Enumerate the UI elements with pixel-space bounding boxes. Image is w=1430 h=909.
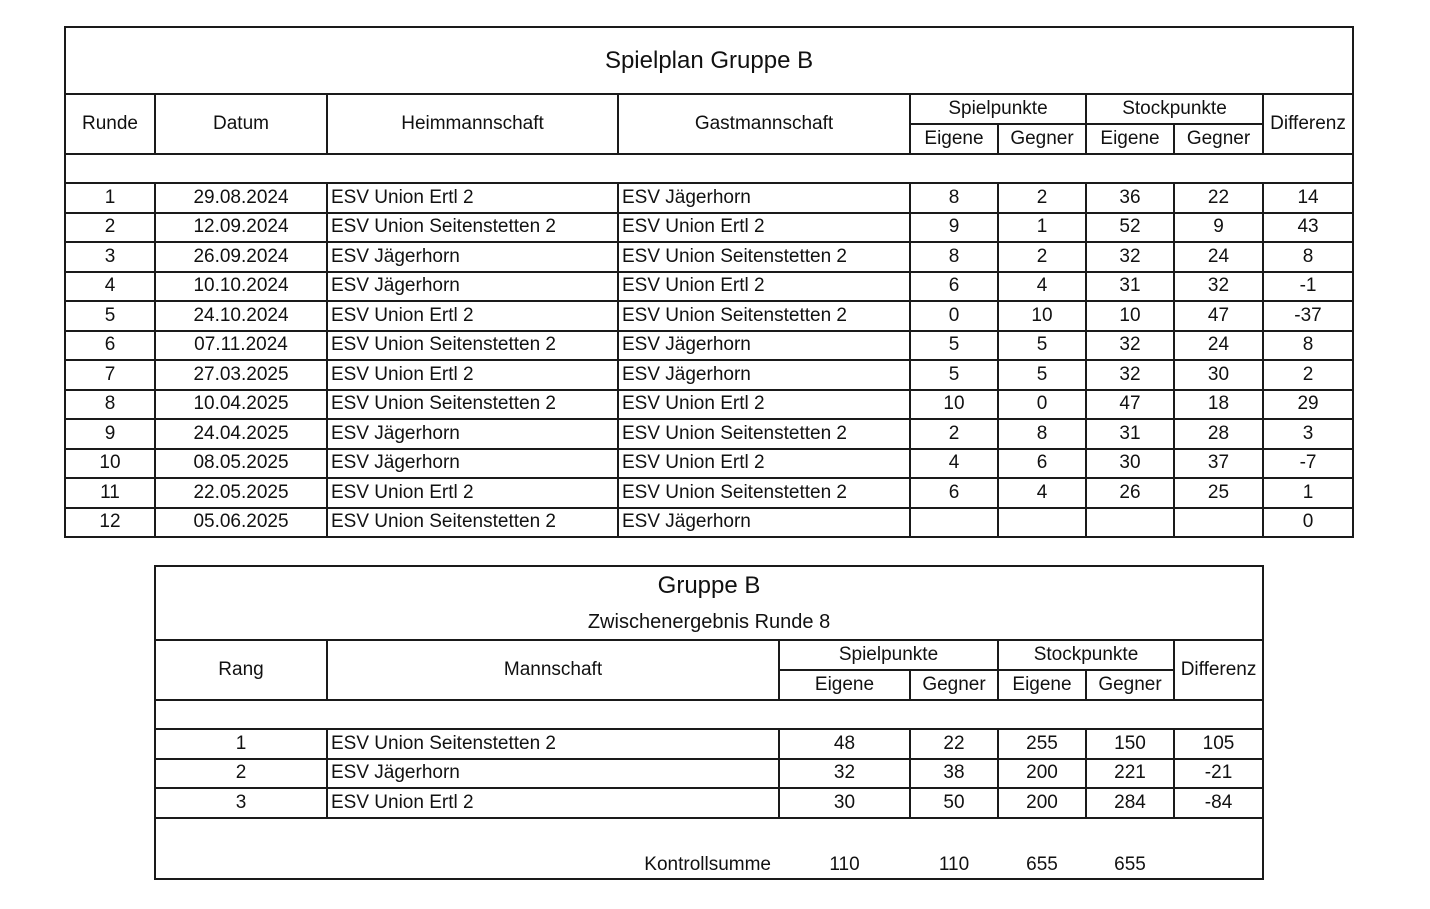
cell-differenz: -7 (1263, 449, 1353, 479)
table-row (65, 508, 1353, 538)
cell-differenz: 105 (1174, 729, 1263, 759)
cell-differenz: 2 (1263, 360, 1353, 390)
cell-spielpunkte-gegner (998, 508, 1086, 538)
cell-stockpunkte-gegner: 24 (1174, 242, 1263, 272)
table-row (65, 301, 1353, 331)
table-row (65, 272, 1353, 302)
cell-heimmannschaft: ESV Jägerhorn (327, 272, 618, 302)
cell-spielpunkte-gegner: 4 (998, 478, 1086, 508)
cell-stockpunkte-eigene: 10 (1086, 301, 1174, 331)
cell-runde: 9 (65, 419, 155, 449)
cell-stockpunkte-eigene: 36 (1086, 183, 1174, 213)
cell-stockpunkte-eigene (1086, 508, 1174, 538)
cell-gastmannschaft: ESV Union Ertl 2 (618, 449, 910, 479)
spacer-row (65, 154, 1353, 183)
table-row (65, 331, 1353, 361)
header-spielpunkte-eigene: Eigene (910, 124, 998, 154)
cell-spielpunkte-eigene: 5 (910, 360, 998, 390)
standings-table (154, 565, 1264, 880)
cell-heimmannschaft: ESV Jägerhorn (327, 419, 618, 449)
cell-datum: 22.05.2025 (155, 478, 327, 508)
cell-gastmannschaft: ESV Union Seitenstetten 2 (618, 419, 910, 449)
cell-datum: 12.09.2024 (155, 213, 327, 243)
cell-spielpunkte-gegner: 50 (910, 788, 998, 818)
cell-datum: 26.09.2024 (155, 242, 327, 272)
cell-datum: 10.04.2025 (155, 390, 327, 420)
cell-spielpunkte-eigene: 4 (910, 449, 998, 479)
table-row (65, 213, 1353, 243)
cell-spielpunkte-eigene: 32 (779, 759, 910, 789)
cell-rang: 2 (155, 759, 327, 789)
cell-datum: 29.08.2024 (155, 183, 327, 213)
cell-stockpunkte-gegner: 221 (1086, 759, 1174, 789)
cell-differenz: -1 (1263, 272, 1353, 302)
header-stockpunkte-eigene: Eigene (998, 670, 1086, 700)
table-row (155, 788, 1263, 818)
kontrollsumme-stockpunkte-eigene: 655 (998, 818, 1086, 879)
cell-spielpunkte-eigene: 5 (910, 331, 998, 361)
cell-stockpunkte-gegner: 37 (1174, 449, 1263, 479)
cell-runde: 2 (65, 213, 155, 243)
cell-spielpunkte-gegner: 22 (910, 729, 998, 759)
cell-gastmannschaft: ESV Union Ertl 2 (618, 390, 910, 420)
cell-spielpunkte-gegner: 6 (998, 449, 1086, 479)
cell-rang: 3 (155, 788, 327, 818)
cell-differenz: 14 (1263, 183, 1353, 213)
cell-gastmannschaft: ESV Union Seitenstetten 2 (618, 301, 910, 331)
schedule-table (64, 26, 1354, 538)
header-rang: Rang (155, 640, 327, 700)
cell-stockpunkte-eigene: 47 (1086, 390, 1174, 420)
cell-stockpunkte-gegner: 47 (1174, 301, 1263, 331)
spacer-row (155, 700, 1263, 729)
cell-stockpunkte-gegner: 9 (1174, 213, 1263, 243)
table-row (155, 759, 1263, 789)
cell-spielpunkte-eigene: 8 (910, 242, 998, 272)
cell-runde: 11 (65, 478, 155, 508)
cell-differenz: -21 (1174, 759, 1263, 789)
cell-spielpunkte-eigene: 30 (779, 788, 910, 818)
header-spielpunkte-gegner: Gegner (910, 670, 998, 700)
cell-differenz: 3 (1263, 419, 1353, 449)
cell-stockpunkte-gegner: 150 (1086, 729, 1174, 759)
cell-gastmannschaft: ESV Union Seitenstetten 2 (618, 242, 910, 272)
cell-spielpunkte-gegner: 10 (998, 301, 1086, 331)
cell-runde: 7 (65, 360, 155, 390)
cell-stockpunkte-gegner: 25 (1174, 478, 1263, 508)
table-row (65, 390, 1353, 420)
table-row (65, 360, 1353, 390)
cell-gastmannschaft: ESV Jägerhorn (618, 331, 910, 361)
footer-empty (155, 818, 327, 879)
cell-runde: 4 (65, 272, 155, 302)
cell-datum: 10.10.2024 (155, 272, 327, 302)
cell-spielpunkte-eigene (910, 508, 998, 538)
header-differenz: Differenz (1174, 640, 1263, 700)
header-differenz: Differenz (1263, 94, 1353, 154)
cell-spielpunkte-eigene: 8 (910, 183, 998, 213)
standings-subtitle: Zwischenergebnis Runde 8 (155, 605, 1263, 640)
cell-datum: 27.03.2025 (155, 360, 327, 390)
kontrollsumme-spielpunkte-gegner: 110 (910, 818, 998, 879)
standings-body (155, 729, 1263, 818)
cell-differenz: -84 (1174, 788, 1263, 818)
header-stockpunkte-eigene: Eigene (1086, 124, 1174, 154)
cell-heimmannschaft: ESV Union Seitenstetten 2 (327, 508, 618, 538)
cell-heimmannschaft: ESV Union Seitenstetten 2 (327, 331, 618, 361)
cell-spielpunkte-eigene: 9 (910, 213, 998, 243)
cell-spielpunkte-gegner: 4 (998, 272, 1086, 302)
cell-mannschaft: ESV Union Ertl 2 (327, 788, 779, 818)
cell-stockpunkte-gegner: 18 (1174, 390, 1263, 420)
cell-runde: 3 (65, 242, 155, 272)
header-stockpunkte: Stockpunkte (1086, 94, 1263, 124)
table-row (65, 419, 1353, 449)
cell-heimmannschaft: ESV Union Seitenstetten 2 (327, 213, 618, 243)
cell-spielpunkte-gegner: 5 (998, 360, 1086, 390)
cell-heimmannschaft: ESV Jägerhorn (327, 449, 618, 479)
header-spielpunkte: Spielpunkte (910, 94, 1086, 124)
cell-gastmannschaft: ESV Union Ertl 2 (618, 272, 910, 302)
footer-empty (1174, 818, 1263, 879)
header-gastmannschaft: Gastmannschaft (618, 94, 910, 154)
cell-stockpunkte-eigene: 52 (1086, 213, 1174, 243)
header-spielpunkte-eigene: Eigene (779, 670, 910, 700)
header-stockpunkte-gegner: Gegner (1086, 670, 1174, 700)
cell-differenz: 1 (1263, 478, 1353, 508)
cell-stockpunkte-eigene: 200 (998, 788, 1086, 818)
cell-runde: 1 (65, 183, 155, 213)
cell-spielpunkte-eigene: 10 (910, 390, 998, 420)
cell-spielpunkte-eigene: 2 (910, 419, 998, 449)
cell-runde: 8 (65, 390, 155, 420)
cell-stockpunkte-eigene: 32 (1086, 360, 1174, 390)
cell-spielpunkte-gegner: 2 (998, 183, 1086, 213)
cell-stockpunkte-eigene: 255 (998, 729, 1086, 759)
cell-differenz: 43 (1263, 213, 1353, 243)
table-row (65, 478, 1353, 508)
cell-runde: 5 (65, 301, 155, 331)
header-mannschaft: Mannschaft (327, 640, 779, 700)
cell-runde: 10 (65, 449, 155, 479)
cell-heimmannschaft: ESV Union Seitenstetten 2 (327, 390, 618, 420)
cell-spielpunkte-gegner: 5 (998, 331, 1086, 361)
cell-stockpunkte-eigene: 200 (998, 759, 1086, 789)
cell-gastmannschaft: ESV Jägerhorn (618, 360, 910, 390)
header-runde: Runde (65, 94, 155, 154)
schedule-title: Spielplan Gruppe B (65, 27, 1353, 94)
cell-stockpunkte-eigene: 30 (1086, 449, 1174, 479)
cell-rang: 1 (155, 729, 327, 759)
cell-mannschaft: ESV Union Seitenstetten 2 (327, 729, 779, 759)
cell-stockpunkte-gegner: 32 (1174, 272, 1263, 302)
cell-differenz: -37 (1263, 301, 1353, 331)
cell-gastmannschaft: ESV Jägerhorn (618, 183, 910, 213)
cell-stockpunkte-eigene: 32 (1086, 242, 1174, 272)
cell-heimmannschaft: ESV Union Ertl 2 (327, 183, 618, 213)
cell-spielpunkte-gegner: 0 (998, 390, 1086, 420)
cell-stockpunkte-gegner: 22 (1174, 183, 1263, 213)
cell-heimmannschaft: ESV Union Ertl 2 (327, 360, 618, 390)
cell-heimmannschaft: ESV Jägerhorn (327, 242, 618, 272)
cell-stockpunkte-eigene: 31 (1086, 272, 1174, 302)
cell-gastmannschaft: ESV Jägerhorn (618, 508, 910, 538)
table-row (65, 242, 1353, 272)
cell-differenz: 8 (1263, 331, 1353, 361)
cell-datum: 24.04.2025 (155, 419, 327, 449)
cell-spielpunkte-eigene: 6 (910, 478, 998, 508)
cell-gastmannschaft: ESV Union Seitenstetten 2 (618, 478, 910, 508)
cell-stockpunkte-gegner (1174, 508, 1263, 538)
cell-stockpunkte-gegner: 30 (1174, 360, 1263, 390)
header-datum: Datum (155, 94, 327, 154)
cell-spielpunkte-gegner: 8 (998, 419, 1086, 449)
cell-stockpunkte-eigene: 32 (1086, 331, 1174, 361)
cell-spielpunkte-gegner: 1 (998, 213, 1086, 243)
cell-mannschaft: ESV Jägerhorn (327, 759, 779, 789)
cell-runde: 12 (65, 508, 155, 538)
cell-datum: 24.10.2024 (155, 301, 327, 331)
cell-differenz: 0 (1263, 508, 1353, 538)
cell-spielpunkte-eigene: 0 (910, 301, 998, 331)
cell-gastmannschaft: ESV Union Ertl 2 (618, 213, 910, 243)
cell-heimmannschaft: ESV Union Ertl 2 (327, 478, 618, 508)
cell-stockpunkte-gegner: 28 (1174, 419, 1263, 449)
header-stockpunkte: Stockpunkte (998, 640, 1174, 670)
cell-stockpunkte-gegner: 24 (1174, 331, 1263, 361)
cell-datum: 07.11.2024 (155, 331, 327, 361)
cell-stockpunkte-gegner: 284 (1086, 788, 1174, 818)
cell-stockpunkte-eigene: 31 (1086, 419, 1174, 449)
cell-differenz: 8 (1263, 242, 1353, 272)
kontrollsumme-label: Kontrollsumme (327, 818, 779, 879)
schedule-body (65, 183, 1353, 537)
header-heimmannschaft: Heimmannschaft (327, 94, 618, 154)
header-spielpunkte: Spielpunkte (779, 640, 998, 670)
header-spielpunkte-gegner: Gegner (998, 124, 1086, 154)
cell-differenz: 29 (1263, 390, 1353, 420)
table-row (65, 183, 1353, 213)
header-stockpunkte-gegner: Gegner (1174, 124, 1263, 154)
cell-spielpunkte-eigene: 6 (910, 272, 998, 302)
cell-spielpunkte-gegner: 2 (998, 242, 1086, 272)
kontrollsumme-spielpunkte-eigene: 110 (779, 818, 910, 879)
cell-stockpunkte-eigene: 26 (1086, 478, 1174, 508)
standings-title: Gruppe B (155, 566, 1263, 605)
cell-datum: 08.05.2025 (155, 449, 327, 479)
cell-runde: 6 (65, 331, 155, 361)
table-row (155, 729, 1263, 759)
cell-datum: 05.06.2025 (155, 508, 327, 538)
cell-heimmannschaft: ESV Union Ertl 2 (327, 301, 618, 331)
kontrollsumme-stockpunkte-gegner: 655 (1086, 818, 1174, 879)
table-row (65, 449, 1353, 479)
cell-spielpunkte-eigene: 48 (779, 729, 910, 759)
cell-spielpunkte-gegner: 38 (910, 759, 998, 789)
